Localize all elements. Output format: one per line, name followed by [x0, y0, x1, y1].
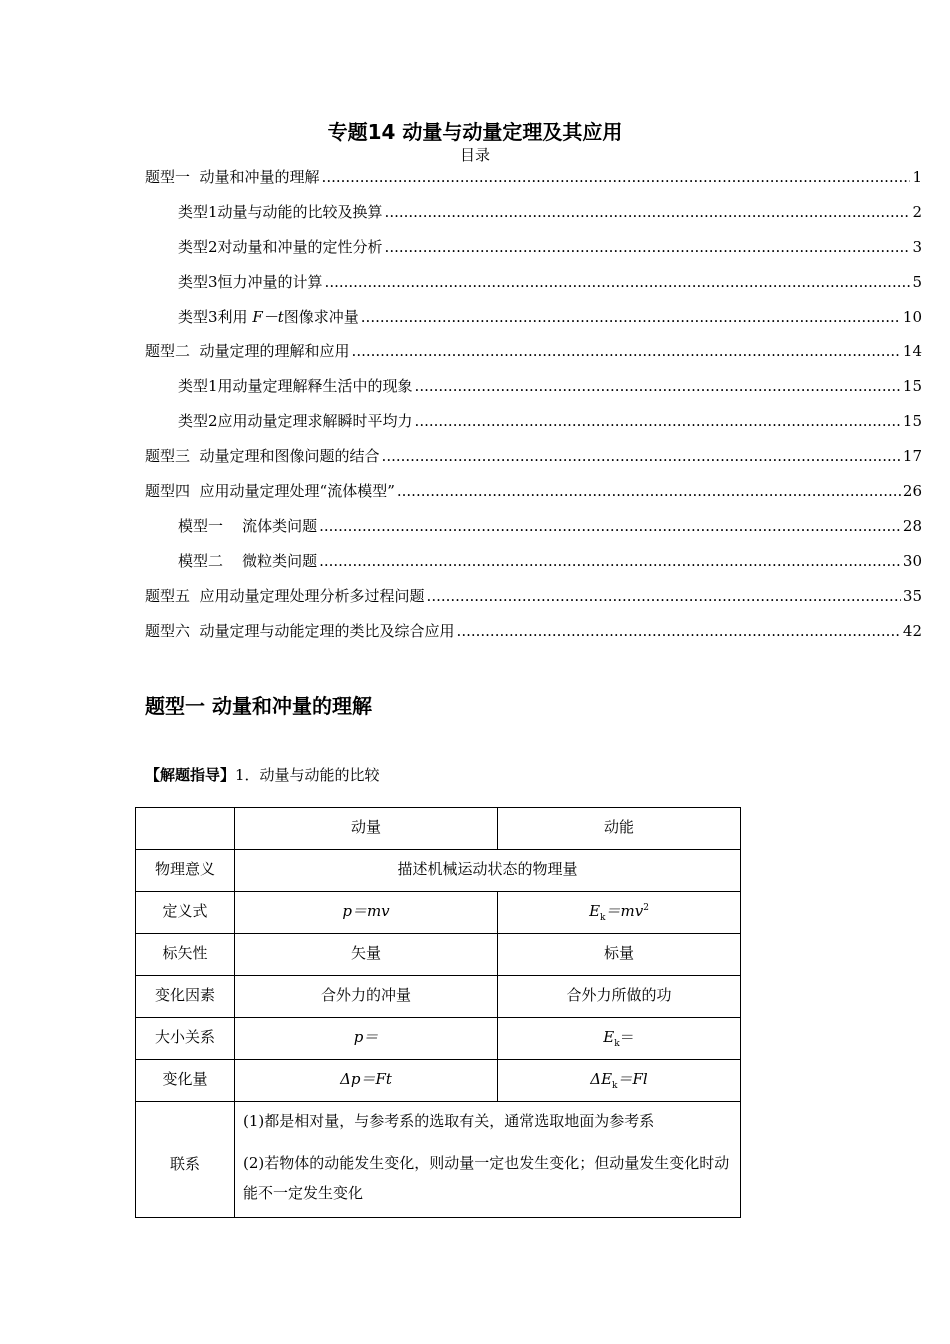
- link-line: (2)若物体的动能发生变化，则动量一定也发生变化；但动量发生变化时动能不一定发生变化: [243, 1154, 730, 1202]
- link-line: (1)都是相对量，与参考系的选取有关，通常选取地面为参考系: [243, 1112, 655, 1130]
- toc-entry[interactable]: [145, 614, 922, 649]
- toc-entry[interactable]: [145, 160, 922, 195]
- table-cell: [235, 892, 498, 934]
- toc-leader: [325, 265, 911, 300]
- ft-formula: F－t: [252, 307, 284, 326]
- guide-tag: 【解题指导】: [145, 766, 236, 784]
- table-cell: 标量: [498, 934, 741, 976]
- toc-entry[interactable]: [145, 509, 922, 544]
- table-row: [136, 1060, 741, 1102]
- section-heading: 题型一 动量和冲量的理解: [145, 694, 372, 718]
- document-title: 专题14 动量与动量定理及其应用: [327, 120, 623, 144]
- toc-entry[interactable]: [145, 265, 922, 300]
- toc-entry-page: 15: [902, 412, 922, 431]
- table-row: [136, 808, 741, 850]
- table-header-cell: 动能: [498, 808, 741, 850]
- table-row: [136, 1018, 741, 1060]
- table-row: [136, 976, 741, 1018]
- toc-entry-page: 17: [902, 447, 922, 466]
- toc-entry[interactable]: [145, 579, 922, 614]
- table-row: [136, 934, 741, 976]
- toc-entry[interactable]: [145, 195, 922, 230]
- guide-line: [145, 764, 380, 785]
- toc-entry-label: 题型六 动量定理与动能定理的类比及综合应用: [145, 621, 455, 640]
- toc-entry-label: 题型一 动量和冲量的理解: [145, 168, 320, 186]
- toc-entry[interactable]: [145, 300, 922, 335]
- toc-entry-label: 模型一 流体类问题: [178, 516, 318, 535]
- toc-entry[interactable]: [145, 230, 922, 265]
- table-cell: 矢量: [235, 934, 498, 976]
- table-cell: p＝: [235, 1018, 498, 1060]
- toc-entry-label: 类型3恒力冲量的计算: [178, 272, 323, 291]
- table-header-cell: 动量: [235, 808, 498, 850]
- table-cell: [235, 1102, 741, 1218]
- table-cell: [136, 808, 235, 850]
- toc-leader: [415, 369, 901, 404]
- toc-entry-page: 5: [912, 272, 922, 291]
- toc-entry-page: 28: [902, 516, 922, 535]
- toc-leader: [319, 544, 901, 579]
- toc-leader: [397, 474, 901, 509]
- formula: p＝mv: [342, 902, 390, 920]
- toc-entry-page: 10: [902, 307, 922, 326]
- toc-entry[interactable]: [145, 404, 922, 439]
- toc-entry-label: 题型三 动量定理和图像问题的结合: [145, 447, 380, 466]
- table-cell: 合外力的冲量: [235, 976, 498, 1018]
- row-label: 标矢性: [136, 934, 235, 976]
- table-cell: 合外力所做的功: [498, 976, 741, 1018]
- toc-entry-page: 2: [912, 202, 922, 221]
- toc-leader: [352, 334, 901, 369]
- table-cell: Δp＝Ft: [235, 1060, 498, 1102]
- table-of-contents: [145, 160, 922, 648]
- toc-entry-page: 30: [902, 551, 922, 570]
- toc-leader: [361, 300, 901, 335]
- table-cell: 描述机械运动状态的物理量: [235, 850, 741, 892]
- toc-entry-page: 1: [912, 168, 922, 186]
- toc-leader: [427, 579, 901, 614]
- toc-entry-label: 类型1动量与动能的比较及换算: [178, 202, 383, 221]
- toc-entry-page: 14: [902, 342, 922, 361]
- row-label: 变化量: [136, 1060, 235, 1102]
- toc-entry[interactable]: [145, 474, 922, 509]
- toc-entry-page: 35: [902, 586, 922, 605]
- toc-entry[interactable]: [145, 334, 922, 369]
- toc-entry-label: 题型四 应用动量定理处理“流体模型”: [145, 482, 395, 501]
- toc-leader: [385, 195, 911, 230]
- toc-entry-label: 类型2对动量和冲量的定性分析: [178, 237, 383, 256]
- toc-entry-label: 题型二 动量定理的理解和应用: [145, 342, 350, 361]
- toc-entry-page: 3: [912, 237, 922, 256]
- row-label: 变化因素: [136, 976, 235, 1018]
- toc-entry[interactable]: [145, 439, 922, 474]
- toc-entry[interactable]: [145, 544, 922, 579]
- table-cell: $\Delta E_k=Fl$: [498, 1060, 741, 1102]
- toc-entry[interactable]: [145, 369, 922, 404]
- toc-leader: [319, 509, 901, 544]
- toc-entry-label: 题型五 应用动量定理处理分析多过程问题: [145, 586, 425, 605]
- row-label: 定义式: [136, 892, 235, 934]
- toc-entry-label: 类型2应用动量定理求解瞬时平均力: [178, 412, 413, 431]
- toc-entry-label: 模型二 微粒类问题: [178, 551, 318, 570]
- guide-text: 1．动量与动能的比较: [235, 766, 380, 784]
- toc-leader: [457, 614, 901, 649]
- toc-entry-label: 类型1用动量定理解释生活中的现象: [178, 377, 413, 396]
- toc-entry-page: 26: [902, 482, 922, 501]
- toc-heading: 目录: [459, 146, 490, 164]
- row-label: 联系: [136, 1102, 235, 1218]
- table-row: [136, 892, 741, 934]
- table-cell: $E_k=$: [498, 1018, 741, 1060]
- toc-entry-page: 15: [902, 377, 922, 396]
- row-label: 物理意义: [136, 850, 235, 892]
- comparison-table: [135, 807, 741, 1218]
- toc-leader: [385, 230, 911, 265]
- row-label: 大小关系: [136, 1018, 235, 1060]
- table-row: [136, 1102, 741, 1218]
- toc-entry-page: 42: [902, 621, 922, 640]
- toc-leader: [415, 404, 901, 439]
- toc-leader: [322, 160, 911, 195]
- toc-leader: [382, 439, 901, 474]
- toc-entry-label: 类型3利用 F－t图像求冲量: [178, 307, 359, 326]
- table-row: [136, 850, 741, 892]
- table-cell: $E_k=mv^2$: [498, 892, 741, 934]
